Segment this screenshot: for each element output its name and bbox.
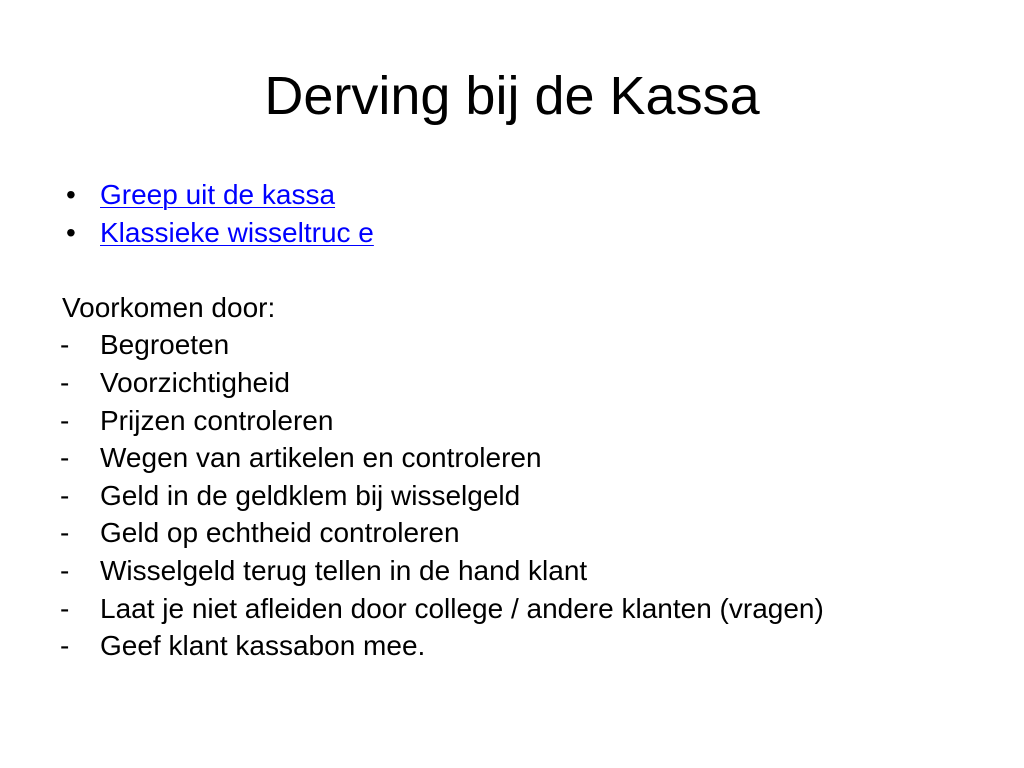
- slide-body: [0, 176, 1024, 665]
- bullet-marker: •: [66, 216, 76, 248]
- prevention-item: [0, 326, 1024, 364]
- prevention-heading: Voorkomen door:: [62, 291, 276, 323]
- dash-marker: -: [60, 366, 70, 398]
- dash-marker: -: [60, 442, 70, 474]
- prevention-item-text: Geef klant kassabon mee.: [100, 630, 426, 662]
- link-klassieke-wisseltruc[interactable]: Klassieke wisseltruc e: [100, 216, 374, 248]
- blank-line: [0, 251, 1024, 289]
- bullet-marker: •: [66, 179, 76, 210]
- prevention-item-text: Begroeten: [100, 329, 230, 361]
- dash-marker: -: [60, 630, 70, 662]
- prevention-item: [0, 439, 1024, 477]
- prevention-item: [0, 477, 1024, 515]
- link-list-item: [0, 214, 1024, 252]
- prevention-item-text: Prijzen controleren: [100, 404, 334, 436]
- dash-marker: -: [60, 329, 70, 361]
- prevention-item-text: Geld in de geldklem bij wisselgeld: [100, 479, 521, 511]
- slide-title: Derving bij de Kassa: [264, 66, 760, 126]
- dash-marker: -: [60, 592, 70, 624]
- prevention-item: [0, 364, 1024, 402]
- dash-marker: -: [60, 554, 70, 586]
- prevention-item-text: Wisselgeld terug tellen in de hand klant: [100, 554, 588, 586]
- link-list-item: [0, 176, 1024, 214]
- prevention-item: [0, 552, 1024, 590]
- prevention-item-text: Laat je niet afleiden door college / andere klanten (vragen): [100, 592, 824, 624]
- dash-marker: -: [60, 479, 70, 511]
- prevention-item-text: Voorzichtigheid: [100, 366, 290, 398]
- prevention-item: [0, 402, 1024, 440]
- prevention-item-text: Geld op echtheid controleren: [100, 517, 460, 549]
- prevention-item: [0, 514, 1024, 552]
- prevention-item-text: Wegen van artikelen en controleren: [100, 442, 542, 474]
- dash-marker: -: [60, 404, 70, 436]
- prevention-item: [0, 627, 1024, 665]
- prevention-item: [0, 590, 1024, 628]
- dash-marker: -: [60, 517, 70, 549]
- link-greep-uit-de-kassa[interactable]: Greep uit de kassa: [100, 179, 336, 210]
